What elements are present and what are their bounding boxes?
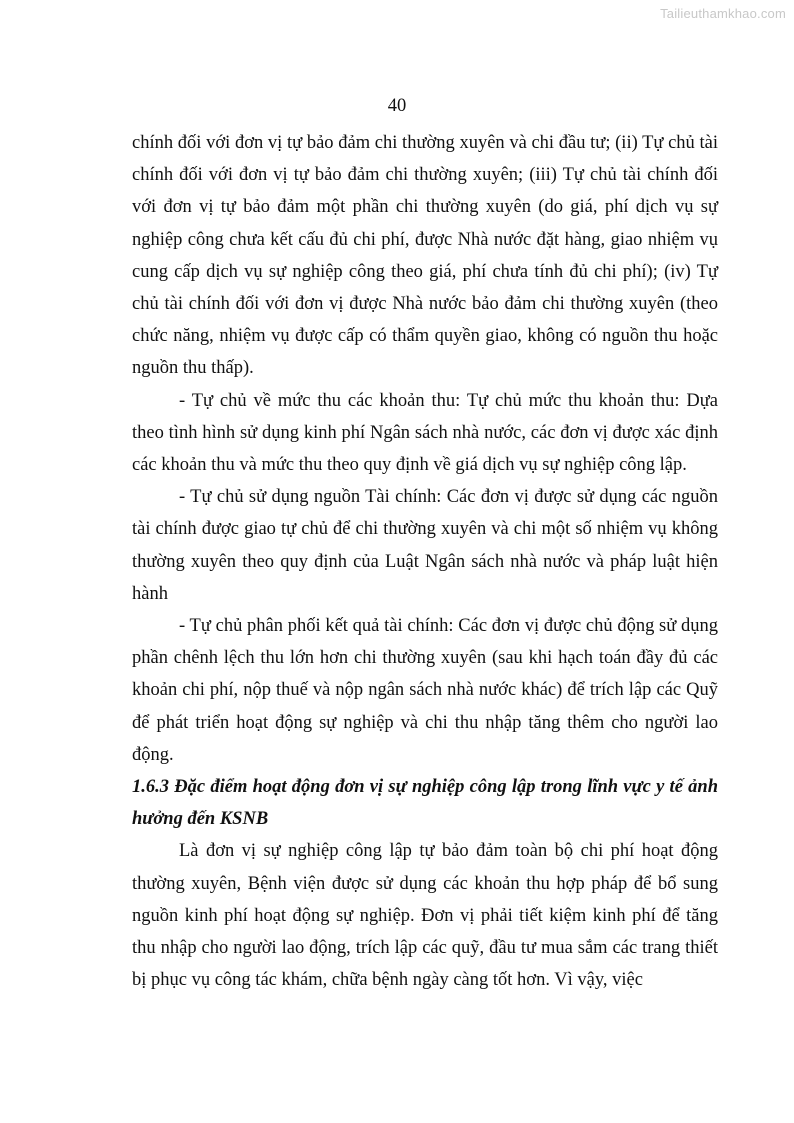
paragraph-result-distribution: - Tự chủ phân phối kết quả tài chính: Các đơn vị được chủ động sử dụng phần chênh lệch thu lớn hơn chi thường xuyên (sau khi hạch toán đầy đủ các khoản chi phí, nộp thuế và nộp ngân sách nhà nước khác) để trích lập các Quỹ để phát triển hoạt động sự nghiệp và chi thu nhập tăng thêm cho người lao động. [132, 616, 718, 765]
section-heading: 1.6.3 Đặc điểm hoạt động đơn vị sự nghiệp công lập trong lĩnh vực y tế ảnh hưởng đến KSNB [132, 777, 718, 830]
paragraph-funding-usage: - Tự chủ sử dụng nguồn Tài chính: Các đơn vị được sử dụng các nguồn tài chính được giao tự chủ để chi thường xuyên và chi một số nhiệm vụ không thường xuyên theo quy định của Luật Ngân sách nhà nước và pháp luật hiện hành [132, 487, 718, 604]
paragraph-hospital-characteristics: Là đơn vị sự nghiệp công lập tự bảo đảm toàn bộ chi phí hoạt động thường xuyên, Bệnh viện được sử dụng các khoản thu hợp pháp để bổ sung nguồn kinh phí hoạt động sự nghiệp. Đơn vị phải tiết kiệm kinh phí để tăng thu nhập cho người lao động, trích lập các quỹ, đầu tư mua sắm các trang thiết bị phục vụ công tác khám, chữa bệnh ngày càng tốt hơn. Vì vậy, việc [132, 841, 718, 991]
paragraph-continuation: chính đối với đơn vị tự bảo đảm chi thường xuyên và chi đầu tư; (ii) Tự chủ tài chính đối với đơn vị tự bảo đảm chi thường xuyên; (iii) Tự chủ tài chính đối với đơn vị tự bảo đảm một phần chi thường xuyên (do giá, phí dịch vụ sự nghiệp công chưa kết cấu đủ chi phí, được Nhà nước đặt hàng, giao nhiệm vụ cung cấp dịch vụ sự nghiệp công theo giá, phí chưa tính đủ chi phí); (iv) Tự chủ tài chính đối với đơn vị được Nhà nước bảo đảm chi thường xuyên (theo chức năng, nhiệm vụ được cấp có thẩm quyền giao, không có nguồn thu hoặc nguồn thu thấp). [132, 133, 718, 379]
page-number: 40 [387, 96, 407, 116]
paragraph-revenue-autonomy: - Tự chủ về mức thu các khoản thu: Tự chủ mức thu khoản thu: Dựa theo tình hình sử dụng kinh phí Ngân sách nhà nước, các đơn vị được xác định các khoản thu và mức thu theo quy định về giá dịch vụ sự nghiệp công lập. [132, 390, 718, 476]
document-body [132, 127, 718, 996]
watermark-text: Tailieuthamkhao.com [660, 6, 786, 21]
